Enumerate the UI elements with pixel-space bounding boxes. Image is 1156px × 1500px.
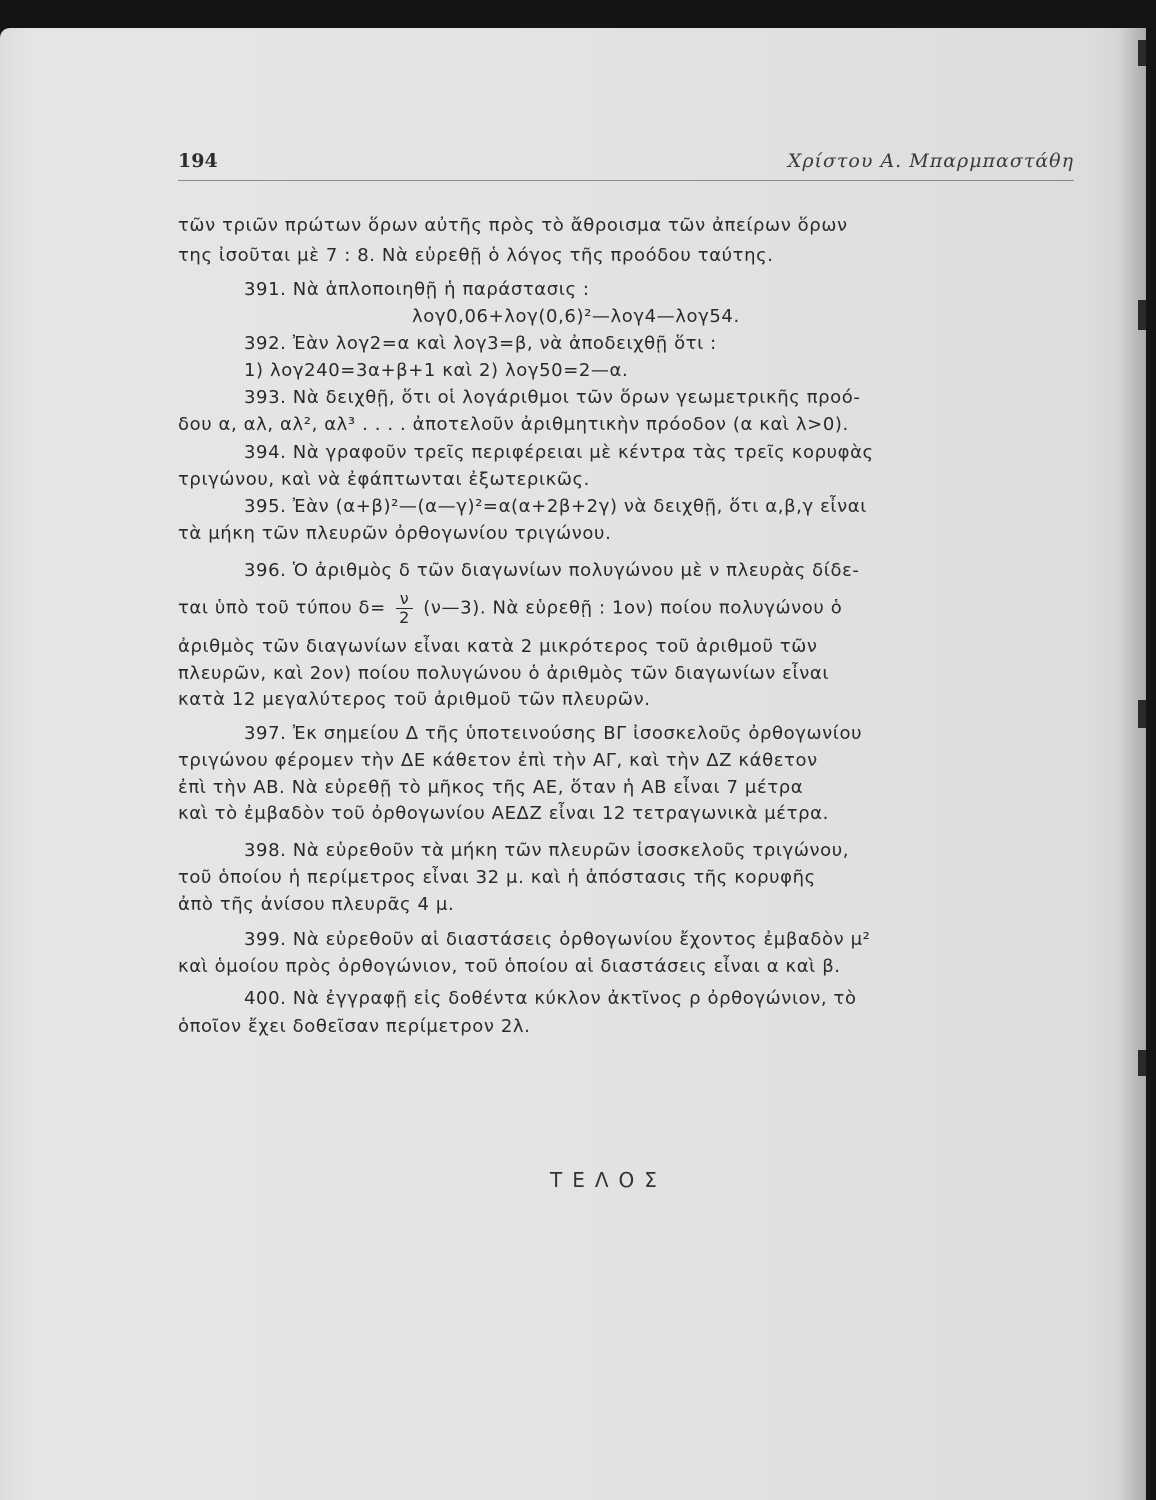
text-line: της ἰσοῦται μὲ 7 : 8. Νὰ εὑρεθῇ ὁ λόγος τῆς προόδου ταύτης. bbox=[178, 245, 774, 266]
exercise-400: 400. Νὰ ἐγγραφῇ εἰς δοθέντα κύκλον ἀκτῖνος ρ ὀρθογώνιον, τὸ bbox=[244, 988, 857, 1009]
fraction-denominator: 2 bbox=[399, 608, 410, 627]
page-number: 194 bbox=[178, 150, 218, 172]
exercise-391: 391. Νὰ ἁπλοποιηθῇ ἡ παράστασις : bbox=[244, 279, 590, 300]
exercise-396: 396. Ὁ ἀριθμὸς δ τῶν διαγωνίων πολυγώνου μὲ ν πλευρὰς δίδε- bbox=[244, 560, 860, 581]
page-edge-mark bbox=[1138, 300, 1146, 330]
fraction bbox=[396, 590, 413, 627]
exercise-397: 397. Ἐκ σημείου Δ τῆς ὑποτεινούσης ΒΓ ἰσοσκελοῦς ὀρθογωνίου bbox=[244, 723, 863, 744]
text-line: τὰ μήκη τῶν πλευρῶν ὀρθογωνίου τριγώνου. bbox=[178, 523, 612, 544]
exercise-399: 399. Νὰ εὑρεθοῦν αἱ διαστάσεις ὀρθογωνίου ἔχοντος ἐμβαδὸν μ² bbox=[244, 929, 871, 950]
text-line: τοῦ ὁποίου ἡ περίμετρος εἶναι 32 μ. καὶ ἡ ἀπόστασις τῆς κορυφῆς bbox=[178, 867, 816, 888]
header-rule bbox=[178, 180, 1074, 181]
page-edge-mark bbox=[1138, 40, 1146, 66]
page-edge-mark bbox=[1138, 1050, 1146, 1076]
exercise-392: 392. Ἐὰν λογ2=α καὶ λογ3=β, νὰ ἀποδειχθῇ ὅτι : bbox=[244, 333, 717, 354]
formula-text: (ν—3). Νὰ εὑρεθῇ : 1ον) ποίου πολυγώνου ὁ bbox=[423, 597, 843, 619]
text-line: πλευρῶν, καὶ 2ον) ποίου πολυγώνου ὁ ἀριθμὸς τῶν διαγωνίων εἶναι bbox=[178, 663, 830, 684]
page-edge-mark bbox=[1138, 700, 1146, 728]
text-line: τριγώνου, καὶ νὰ ἐφάπτωνται ἐξωτερικῶς. bbox=[178, 469, 591, 490]
running-head: Χρίστου Α. Μπαρμπαστάθη bbox=[787, 150, 1074, 172]
text-line: κατὰ 12 μεγαλύτερος τοῦ ἀριθμοῦ τῶν πλευρῶν. bbox=[178, 689, 651, 710]
exercise-394: 394. Νὰ γραφοῦν τρεῖς περιφέρειαι μὲ κέντρα τὰς τρεῖς κορυφὰς bbox=[244, 442, 874, 463]
text-line: ἀπὸ τῆς ἀνίσου πλευρᾶς 4 μ. bbox=[178, 894, 455, 915]
text-line: ὁποῖον ἔχει δοθεῖσαν περίμετρον 2λ. bbox=[178, 1016, 531, 1037]
text-line: 1) λογ240=3α+β+1 καὶ 2) λογ50=2—α. bbox=[244, 360, 629, 381]
binding-shadow bbox=[1118, 28, 1146, 1500]
text-line: δου α, αλ, αλ², αλ³ . . . . ἀποτελοῦν ἀριθμητικὴν πρόοδον (α καὶ λ>0). bbox=[178, 414, 849, 435]
formula-line bbox=[178, 590, 842, 627]
text-line: ἐπὶ τὴν ΑΒ. Νὰ εὑρεθῇ τὸ μῆκος τῆς ΑΕ, ὅταν ἡ ΑΒ εἶναι 7 μέτρα bbox=[178, 777, 804, 798]
text-line: τῶν τριῶν πρώτων ὅρων αὐτῆς πρὸς τὸ ἄθροισμα τῶν ἀπείρων ὅρων bbox=[178, 215, 848, 236]
exercise-395: 395. Ἐὰν (α+β)²—(α—γ)²=α(α+2β+2γ) νὰ δειχθῇ, ὅτι α,β,γ εἶναι bbox=[244, 496, 867, 517]
text-line: καὶ ὁμοίου πρὸς ὀρθογώνιον, τοῦ ὁποίου αἱ διαστάσεις εἶναι α καὶ β. bbox=[178, 956, 841, 977]
exercise-398: 398. Νὰ εὑρεθοῦν τὰ μήκη τῶν πλευρῶν ἰσοσκελοῦς τριγώνου, bbox=[244, 840, 850, 861]
formula-text: ται ὑπὸ τοῦ τύπου δ= bbox=[178, 597, 386, 619]
exercise-393: 393. Νὰ δειχθῇ, ὅτι οἱ λογάριθμοι τῶν ὅρων γεωμετρικῆς προό- bbox=[244, 387, 861, 408]
fraction-numerator: ν bbox=[396, 590, 413, 609]
end-mark: ΤΕΛΟΣ bbox=[550, 1168, 667, 1192]
formula-line: λογ0,06+λογ(0,6)²—λογ4—λογ54. bbox=[412, 306, 740, 327]
text-line: ἀριθμὸς τῶν διαγωνίων εἶναι κατὰ 2 μικρότερος τοῦ ἀριθμοῦ τῶν bbox=[178, 636, 818, 657]
text-line: καὶ τὸ ἐμβαδὸν τοῦ ὀρθογωνίου ΑΕΔΖ εἶναι 12 τετραγωνικὰ μέτρα. bbox=[178, 803, 829, 824]
text-line: τριγώνου φέρομεν τὴν ΔΕ κάθετον ἐπὶ τὴν ΑΓ, καὶ τὴν ΔΖ κάθετον bbox=[178, 750, 818, 771]
